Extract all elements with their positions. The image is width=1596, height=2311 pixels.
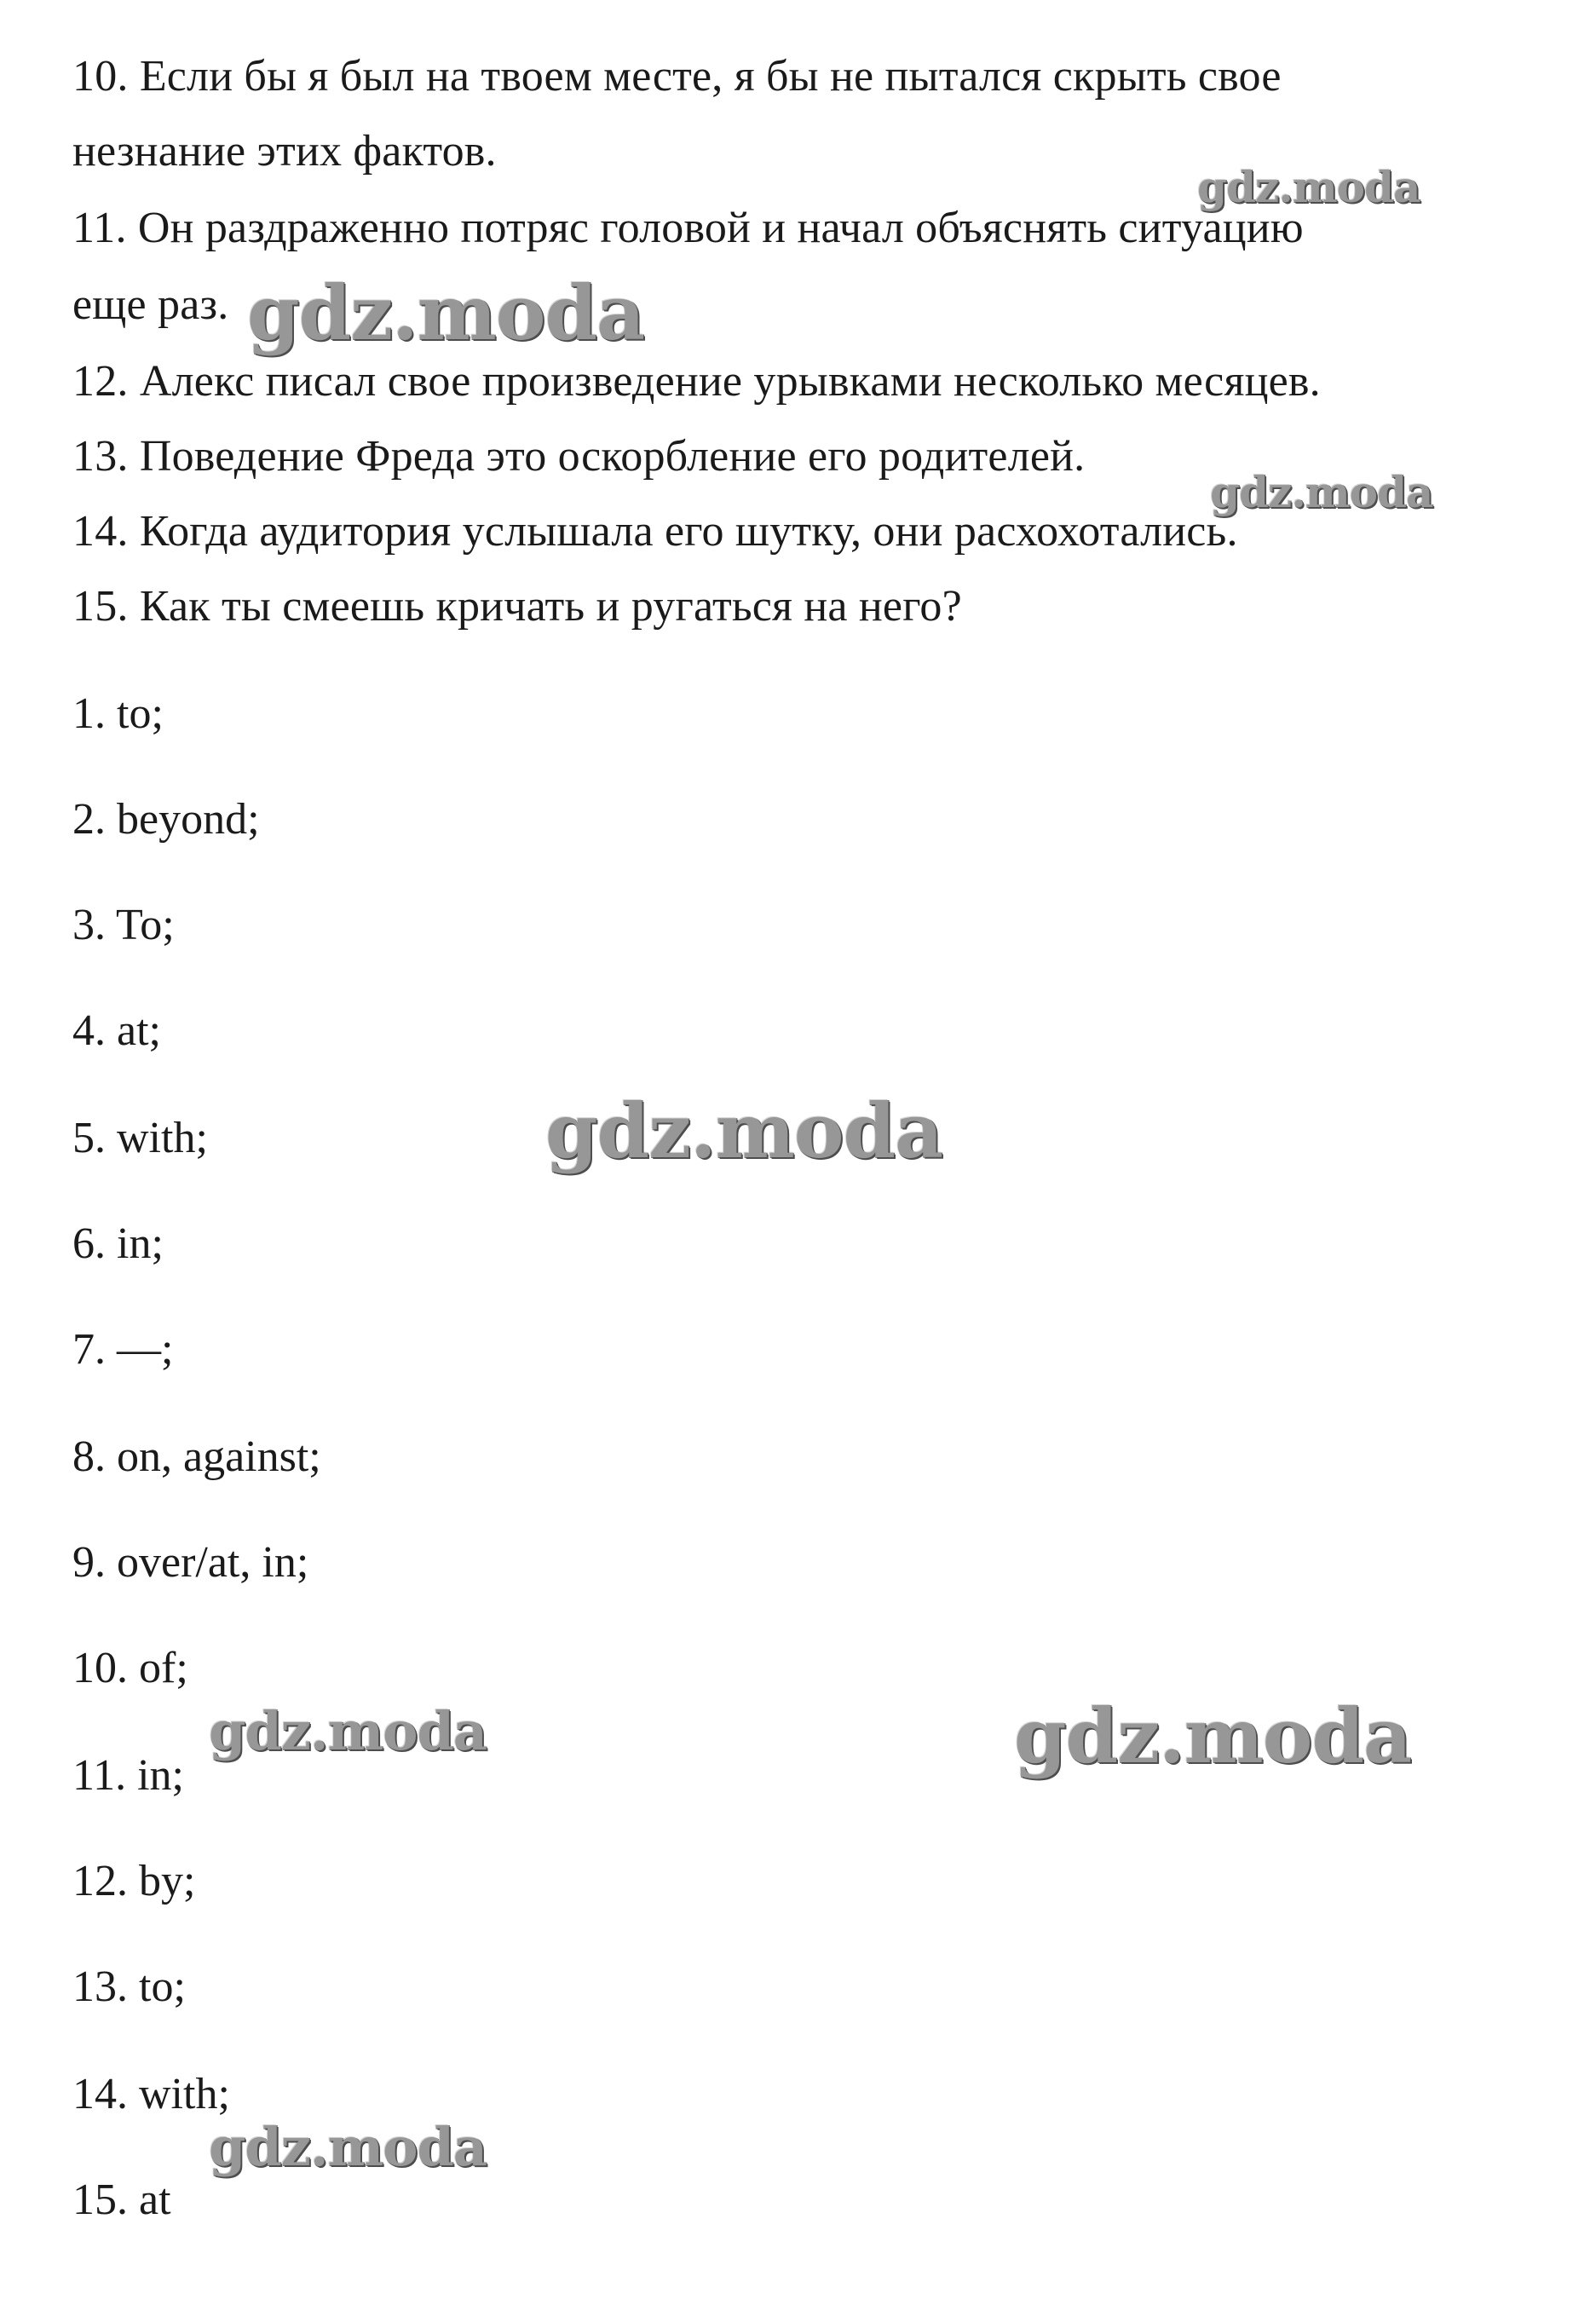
answer-6: 6. in;: [72, 1219, 164, 1268]
answer-14: 14. with;: [72, 2070, 230, 2118]
translation-line-11b: [72, 280, 228, 331]
watermark: gdz.moda: [1197, 162, 1420, 212]
translation-line-13: [72, 431, 1085, 482]
line-text: Если бы я был на твоем месте, я бы не пытался скрыть свое: [139, 52, 1282, 101]
answer-9: 9. over/at, in;: [72, 1538, 309, 1587]
translation-line-15: [72, 581, 962, 632]
answer-10: 10. of;: [72, 1644, 188, 1692]
watermark: gdz.moda: [247, 268, 645, 357]
watermark: gdz.moda: [1210, 467, 1433, 517]
answer-7: 7. —;: [72, 1325, 174, 1374]
line-number: 15.: [72, 582, 129, 631]
line-text: Алекс писал свое произведение урывками несколько месяцев.: [139, 357, 1321, 406]
answer-5: 5. with;: [72, 1114, 208, 1162]
watermark: gdz.moda: [209, 1700, 487, 1762]
translation-line-12: [72, 356, 1321, 407]
line-text: незнание этих фактов.: [72, 127, 497, 176]
line-text: Как ты смеешь кричать и ругаться на него?: [139, 582, 962, 631]
watermark: gdz.moda: [1014, 1691, 1412, 1780]
translation-line-10b: [72, 126, 497, 177]
answer-8: 8. on, against;: [72, 1432, 321, 1481]
answer-4: 4. at;: [72, 1006, 161, 1055]
line-number: 14.: [72, 507, 129, 556]
line-text: Он раздраженно потряс головой и начал объяснять ситуацию: [137, 204, 1304, 252]
answer-1: 1. to;: [72, 689, 164, 738]
translation-line-11a: [72, 203, 1304, 254]
watermark: gdz.moda: [545, 1086, 943, 1175]
answer-11: 11. in;: [72, 1751, 184, 1800]
answer-13: 13. to;: [72, 1962, 186, 2011]
watermark: gdz.moda: [209, 2116, 487, 2178]
line-number: 11.: [72, 204, 127, 252]
line-text: Поведение Фреда это оскорбление его родителей.: [139, 432, 1086, 481]
line-text: еще раз.: [72, 280, 229, 329]
answer-3: 3. To;: [72, 901, 175, 949]
line-number: 10.: [72, 52, 129, 101]
line-number: 12.: [72, 357, 129, 406]
answer-15: 15. at: [72, 2176, 171, 2224]
line-number: 13.: [72, 432, 129, 481]
line-text: Когда аудитория услышала его шутку, они расхохотались.: [139, 507, 1238, 556]
translation-line-14: [72, 506, 1238, 557]
answer-12: 12. by;: [72, 1857, 196, 1905]
answer-2: 2. beyond;: [72, 795, 260, 844]
translation-line-10a: [72, 51, 1282, 102]
